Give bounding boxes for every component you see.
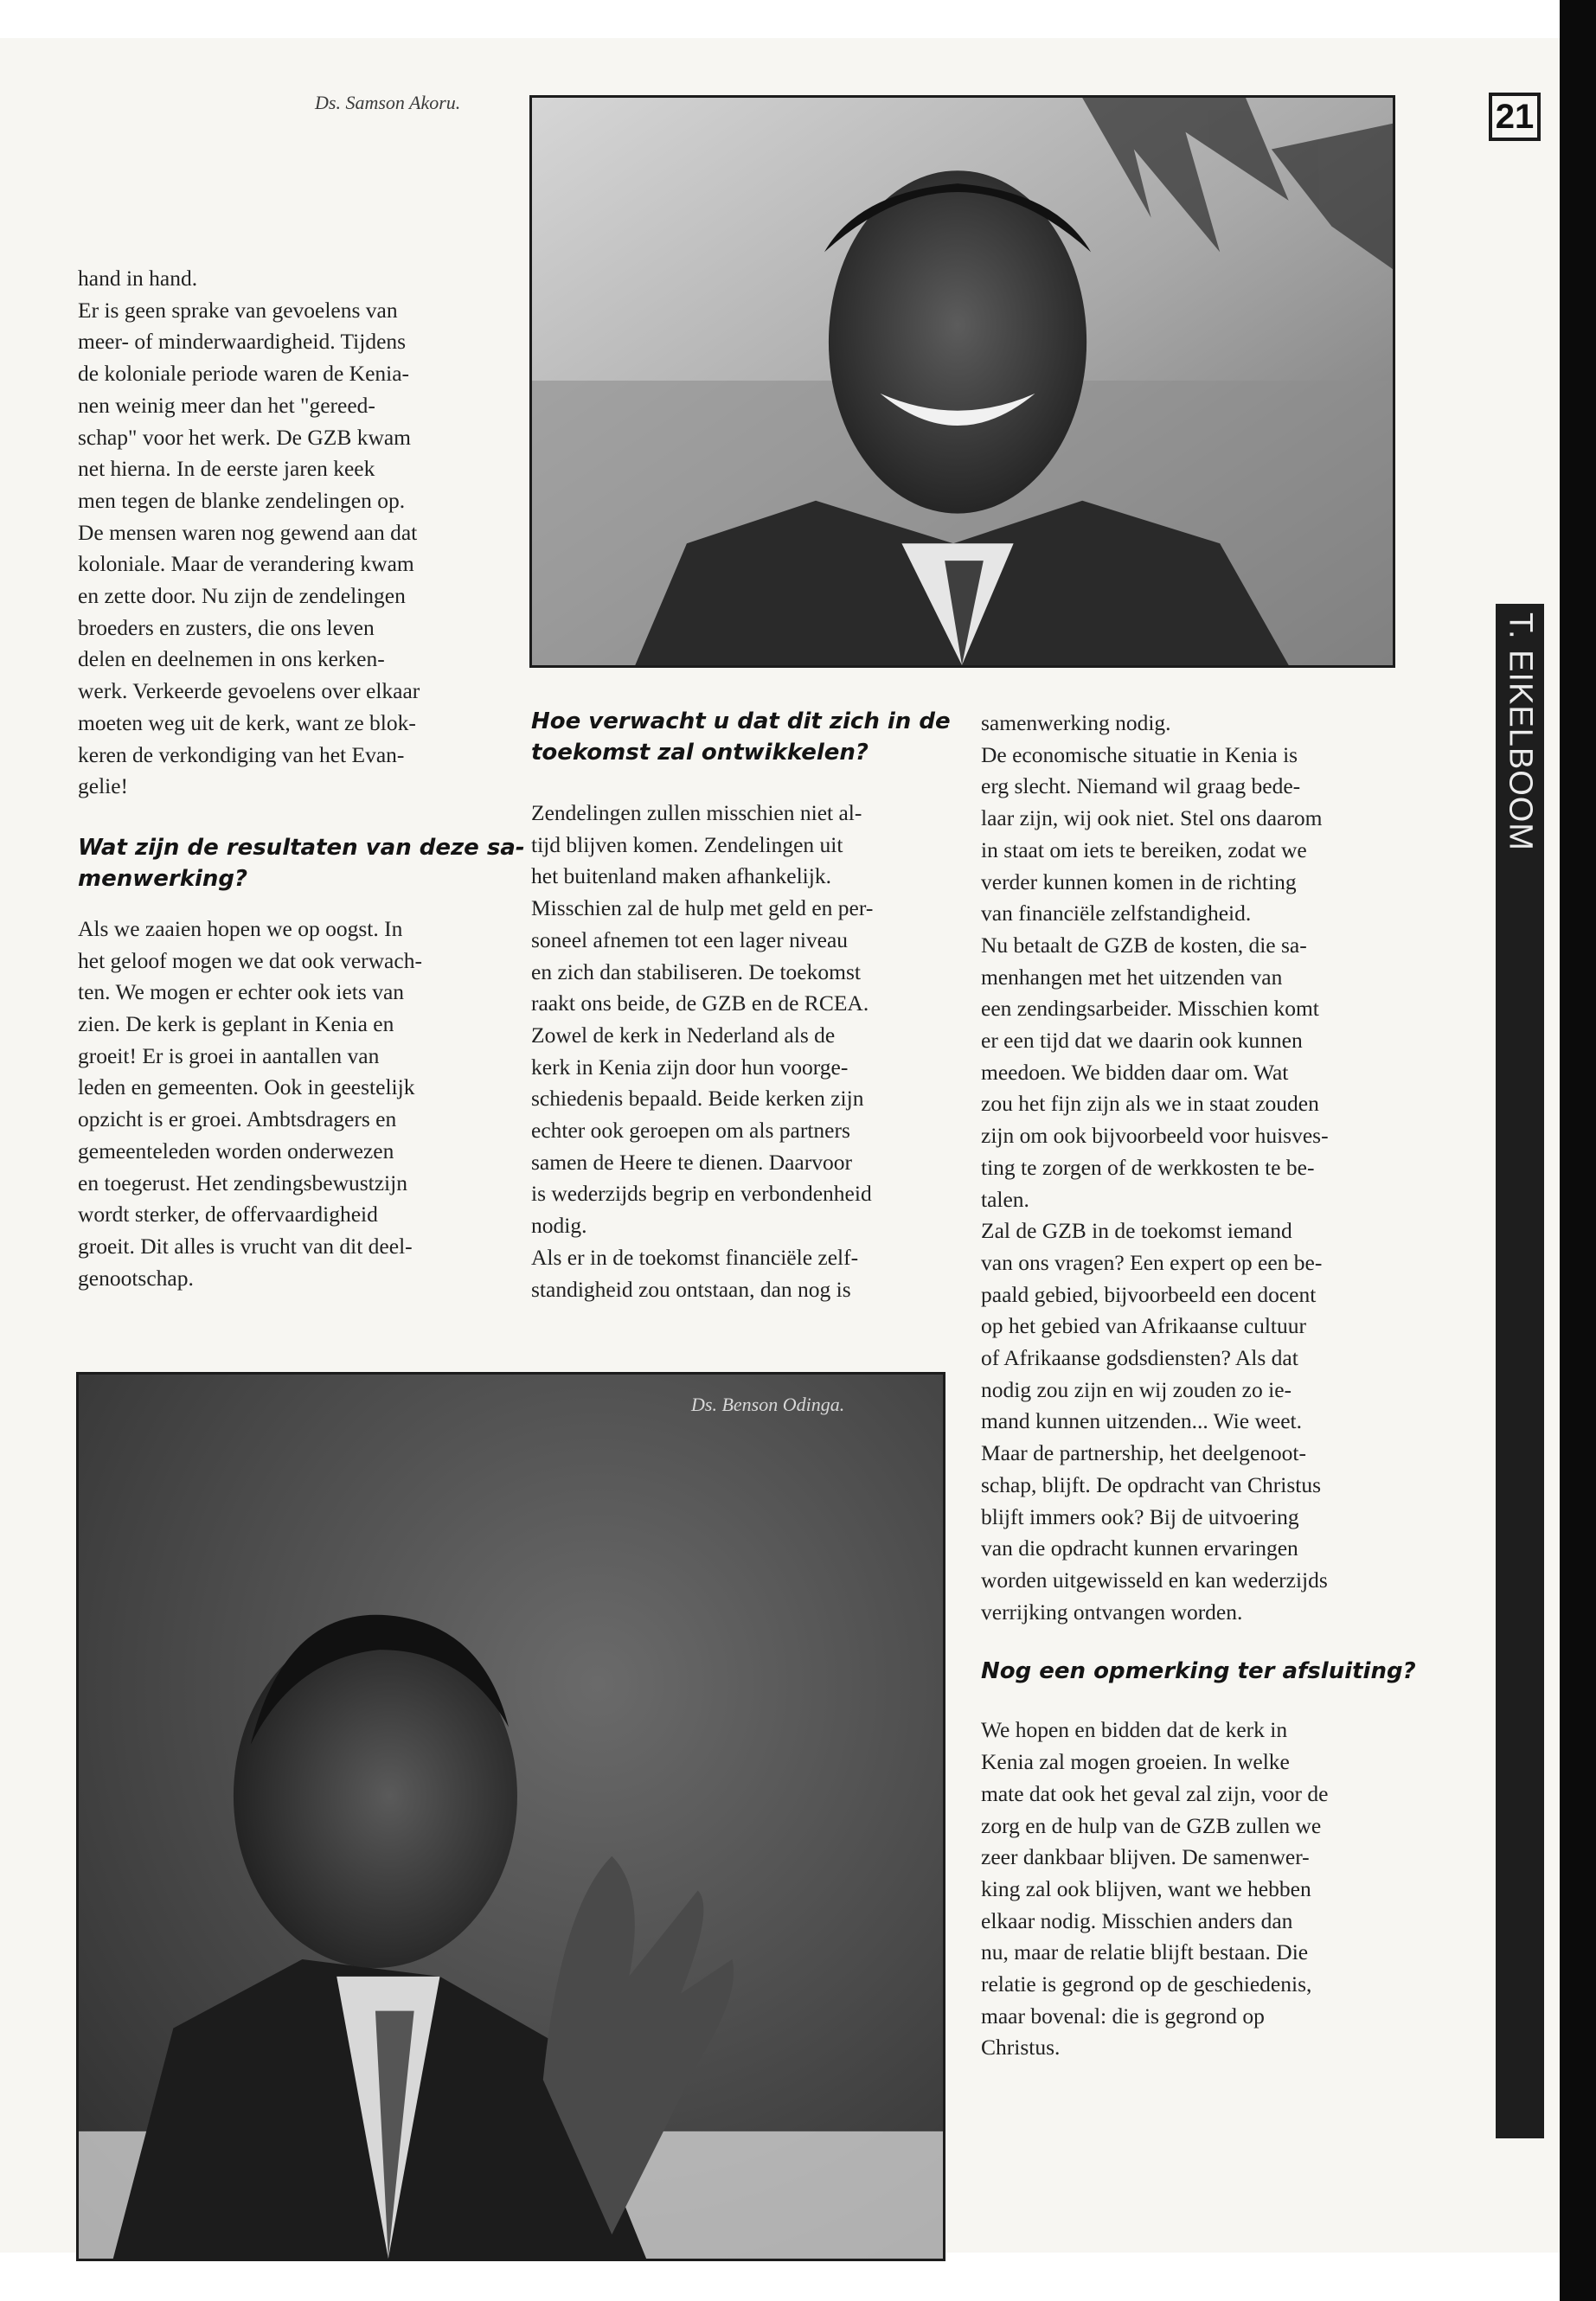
text-line: zou het fijn zijn als we in staat zouden	[981, 1091, 1319, 1117]
text-line: mand kunnen uitzenden... Wie weet.	[981, 1408, 1302, 1434]
text-line: of Afrikaanse godsdiensten? Als dat	[981, 1345, 1298, 1371]
text-line: Kenia zal mogen groeien. In welke	[981, 1749, 1290, 1775]
text-line: van ons vragen? Een expert op een be-	[981, 1249, 1323, 1275]
text-line: keren de verkondiging van het Evan-	[78, 741, 405, 767]
text-line: king zal ook blijven, want we hebben	[981, 1875, 1311, 1901]
text-line: nodig.	[531, 1213, 587, 1239]
text-line: de koloniale periode waren de Kenia-	[78, 361, 410, 387]
text-line: nu, maar de relatie blijft bestaan. Die	[981, 1939, 1309, 1965]
author-tab-label: T. EIKELBOOM	[1502, 612, 1539, 851]
text-line: samen de Heere te dienen. Daarvoor	[531, 1149, 852, 1175]
text-line: elkaar nodig. Misschien anders dan	[981, 1907, 1293, 1933]
text-line: Zal de GZB in de toekomst iemand	[981, 1218, 1292, 1244]
text-line: meer- of minderwaardigheid. Tijdens	[78, 329, 407, 355]
column-2	[531, 706, 951, 1305]
text-line: Als er in de toekomst financiële zelf-	[531, 1244, 859, 1270]
text-line: moeten weg uit de kerk, want ze blok-	[78, 709, 416, 735]
text-line: en toegerust. Het zendingsbewustzijn	[78, 1170, 407, 1195]
text-line: verrijking ontvangen worden.	[981, 1599, 1243, 1625]
text-line: broeders en zusters, die ons leven	[78, 614, 375, 640]
portrait-akoru-image	[532, 98, 1393, 665]
text-line: meedoen. We bidden daar om. Wat	[981, 1059, 1289, 1085]
photo-odinga-image	[79, 1375, 943, 2259]
text-line: zeer dankbaar blijven. De samenwer-	[981, 1844, 1310, 1870]
text-line: ten. We mogen er echter ook iets van	[78, 979, 405, 1005]
text-line: schiedenis bepaald. Beide kerken zijn	[531, 1086, 864, 1112]
text-line: opzicht is er groei. Ambtsdragers en	[78, 1106, 397, 1132]
text-line: Zendelingen zullen misschien niet al-	[531, 800, 862, 825]
text-line: standigheid zou ontstaan, dan nog is	[531, 1276, 851, 1302]
photo-akoru	[529, 95, 1395, 668]
heading-line: toekomst zal ontwikkelen?	[531, 740, 869, 766]
text-line: zijn om ook bijvoorbeeld voor huisves-	[981, 1123, 1329, 1149]
text-line: het buitenland maken afhankelijk.	[531, 863, 831, 889]
text-line: is wederzijds begrip en verbondenheid	[531, 1181, 872, 1207]
scan-edge	[1560, 0, 1596, 2301]
heading-line: Hoe verwacht u dat dit zich in de	[531, 708, 951, 734]
text-line: Zowel de kerk in Nederland als de	[531, 1022, 836, 1048]
text-line: hand in hand.	[78, 266, 198, 291]
text-line: kerk in Kenia zijn door hun voorge-	[531, 1054, 849, 1080]
text-line: soneel afnemen tot een lager niveau	[531, 926, 849, 952]
text-line: mate dat ook het geval zal zijn, voor de	[981, 1780, 1329, 1806]
text-line: genootschap.	[78, 1265, 194, 1291]
text-line: nodig zou zijn en wij zouden zo ie-	[981, 1376, 1292, 1402]
col3-paragraph-1	[981, 708, 1416, 1628]
text-line: tijd blijven komen. Zendelingen uit	[531, 831, 843, 857]
text-line: De economische situatie in Kenia is	[981, 741, 1298, 767]
text-line: schap" voor het werk. De GZB kwam	[78, 424, 412, 450]
text-line: Christus.	[981, 2035, 1061, 2061]
text-line: Maar de partnership, het deelgenoot-	[981, 1440, 1306, 1466]
text-line: talen.	[981, 1186, 1029, 1212]
text-line: in staat om iets te bereiken, zodat we	[981, 836, 1307, 862]
text-line: het geloof mogen we dat ook verwach-	[78, 947, 422, 973]
text-line: zorg en de hulp van de GZB zullen we	[981, 1812, 1322, 1838]
text-line: erg slecht. Niemand wil graag bede-	[981, 773, 1301, 799]
text-line: groeit! Er is groei in aantallen van	[78, 1042, 380, 1068]
text-line: werk. Verkeerde gevoelens over elkaar	[78, 678, 420, 704]
text-line: maar bovenal: die is gegrond op	[981, 2003, 1265, 2029]
caption-akoru: Ds. Samson Akoru.	[315, 92, 461, 113]
text-line: leden en gemeenten. Ook in geestelijk	[78, 1074, 415, 1100]
text-line: We hopen en bidden dat de kerk in	[981, 1717, 1288, 1743]
col1-paragraph-1	[78, 263, 525, 803]
text-line: verder kunnen komen in de richting	[981, 868, 1297, 894]
text-line: laar zijn, wij ook niet. Stel ons daarom	[981, 805, 1323, 831]
text-line: nen weinig meer dan het "gereed-	[78, 392, 375, 418]
heading-line: menwerking?	[78, 865, 248, 892]
column-3	[981, 708, 1416, 2064]
text-line: van financiële zelfstandigheid.	[981, 901, 1252, 926]
text-line: koloniale. Maar de verandering kwam	[78, 551, 414, 577]
text-line: Er is geen sprake van gevoelens van	[78, 297, 398, 323]
col3-paragraph-2	[981, 1715, 1416, 2064]
text-line: van die opdracht kunnen ervaringen	[981, 1535, 1298, 1561]
text-line: schap, blijft. De opdracht van Christus	[981, 1471, 1322, 1497]
text-line: gemeenteleden worden onderwezen	[78, 1138, 394, 1163]
col3-heading	[981, 1656, 1416, 1687]
photo-odinga	[76, 1372, 945, 2261]
text-line: ting te zorgen of de werkkosten te be-	[981, 1154, 1315, 1180]
text-line: men tegen de blanke zendelingen op.	[78, 487, 406, 513]
page-number: 21	[1489, 93, 1541, 141]
text-line: een zendingsarbeider. Misschien komt	[981, 996, 1319, 1022]
text-line: en zich dan stabiliseren. De toekomst	[531, 958, 861, 984]
col1-heading	[78, 832, 525, 894]
col2-paragraph	[531, 798, 951, 1305]
text-line: relatie is gegrond op de geschiedenis,	[981, 1971, 1312, 1997]
caption-odinga: Ds. Benson Odinga.	[691, 1394, 845, 1415]
text-line: paald gebied, bijvoorbeeld een docent	[981, 1281, 1317, 1307]
text-line: op het gebied van Afrikaanse cultuur	[981, 1313, 1307, 1339]
text-line: De mensen waren nog gewend aan dat	[78, 519, 418, 545]
text-line: net hierna. In de eerste jaren keek	[78, 456, 375, 482]
text-line: gelie!	[78, 773, 129, 799]
text-line: echter ook geroepen om als partners	[531, 1118, 850, 1144]
text-line: groeit. Dit alles is vrucht van dit deel-	[78, 1233, 413, 1259]
heading-line: Wat zijn de resultaten van deze sa-	[78, 834, 525, 861]
text-line: blijft immers ook? Bij de uitvoering	[981, 1503, 1299, 1529]
text-line: zien. De kerk is geplant in Kenia en	[78, 1011, 394, 1037]
col1-paragraph-2	[78, 913, 525, 1294]
col2-heading	[531, 706, 951, 768]
text-line: er een tijd dat we daarin ook kunnen	[981, 1028, 1303, 1054]
text-line: en zette door. Nu zijn de zendelingen	[78, 583, 406, 609]
text-line: raakt ons beide, de GZB en de RCEA.	[531, 990, 869, 1016]
text-line: worden uitgewisseld en kan wederzijds	[981, 1567, 1328, 1593]
text-line: Nu betaalt de GZB de kosten, die sa-	[981, 932, 1307, 958]
heading-line: Nog een opmerking ter afsluiting?	[981, 1658, 1416, 1685]
text-line: Als we zaaien hopen we op oogst. In	[78, 915, 403, 941]
text-line: Misschien zal de hulp met geld en per-	[531, 895, 874, 921]
text-line: menhangen met het uitzenden van	[981, 964, 1283, 990]
column-1	[78, 263, 525, 1294]
text-line: wordt sterker, de offervaardigheid	[78, 1202, 378, 1227]
text-line: delen en deelnemen in ons kerken-	[78, 646, 385, 672]
text-line: samenwerking nodig.	[981, 710, 1171, 735]
